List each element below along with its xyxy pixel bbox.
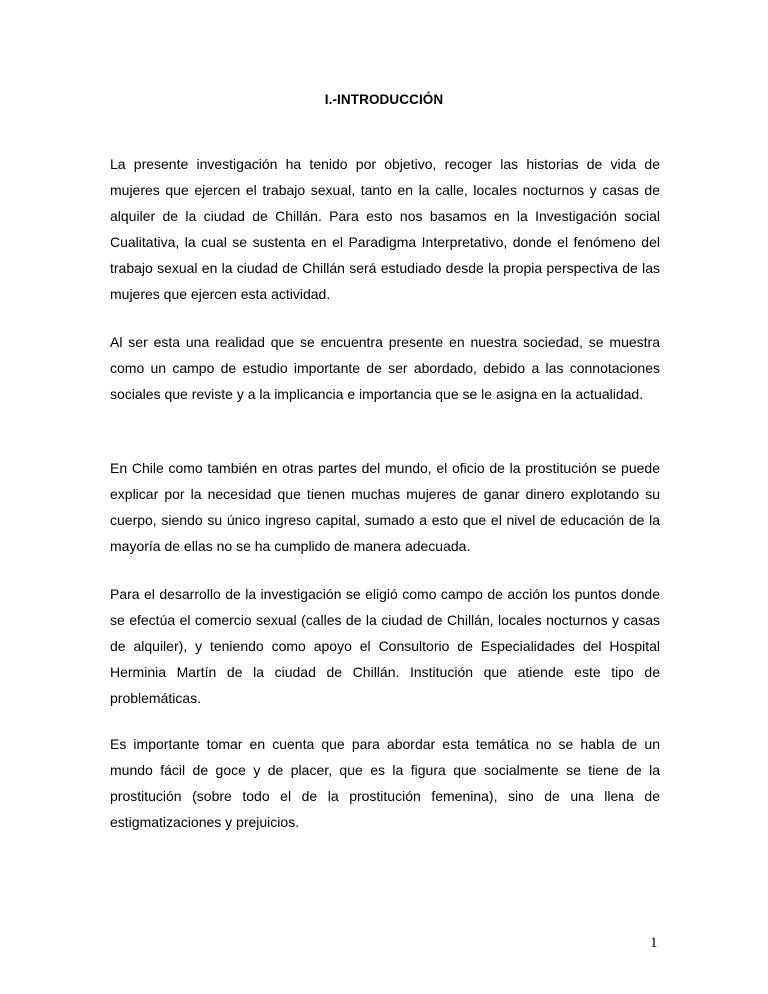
page-number: 1 (650, 935, 658, 951)
section-title (0, 90, 768, 110)
section-title-text: I.-INTRODUCCIÓN (324, 92, 444, 107)
paragraph-social-relevance: Al ser esta una realidad que se encuentra presente en nuestra sociedad, se muestra como un campo de estudio importante de ser abordado, debido a las connotaciones sociales que reviste y a la implicancia e importancia que se le asigna en la actualidad. (110, 334, 660, 402)
paragraph-chile-context: En Chile como también en otras partes del mundo, el oficio de la prostitución se puede explicar por la necesidad que tienen muchas mujeres de ganar dinero explotando su cuerpo, siendo su único ingreso capital, sumado a esto que el nivel de educación de la mayoría de ellas no se ha cumplido de manera adecuada. (110, 460, 660, 554)
paragraph-field-of-action: Para el desarrollo de la investigación se eligió como campo de acción los puntos donde se efectúa el comercio sexual (calles de la ciudad de Chillán, locales nocturnos y casas de alquiler), y teniendo como apoyo el Consultorio de Especialidades del Hospital Herminia Martín de la ciudad de Chillán. Institución que atiende este tipo de problemáticas. (110, 586, 660, 706)
paragraph-introduction-purpose: La presente investigación ha tenido por objetivo, recoger las historias de vida de mujeres que ejercen el trabajo sexual, tanto en la calle, locales nocturnos y casas de alquiler de la ciudad de Chillán. Para esto nos basamos en la Investigación social Cualitativa, la cual se sustenta en el Paradigma Interpretativo, donde el fenómeno del trabajo sexual en la ciudad de Chillán será estudiado desde la propia perspectiva de las mujeres que ejercen esta actividad. (110, 156, 660, 302)
paragraph-stigmatization: Es importante tomar en cuenta que para abordar esta temática no se habla de un mundo fácil de goce y de placer, que es la figura que socialmente se tiene de la prostitución (sobre todo el de la prostitución femenina), sino de una llena de estigmatizaciones y prejuicios. (110, 736, 660, 830)
